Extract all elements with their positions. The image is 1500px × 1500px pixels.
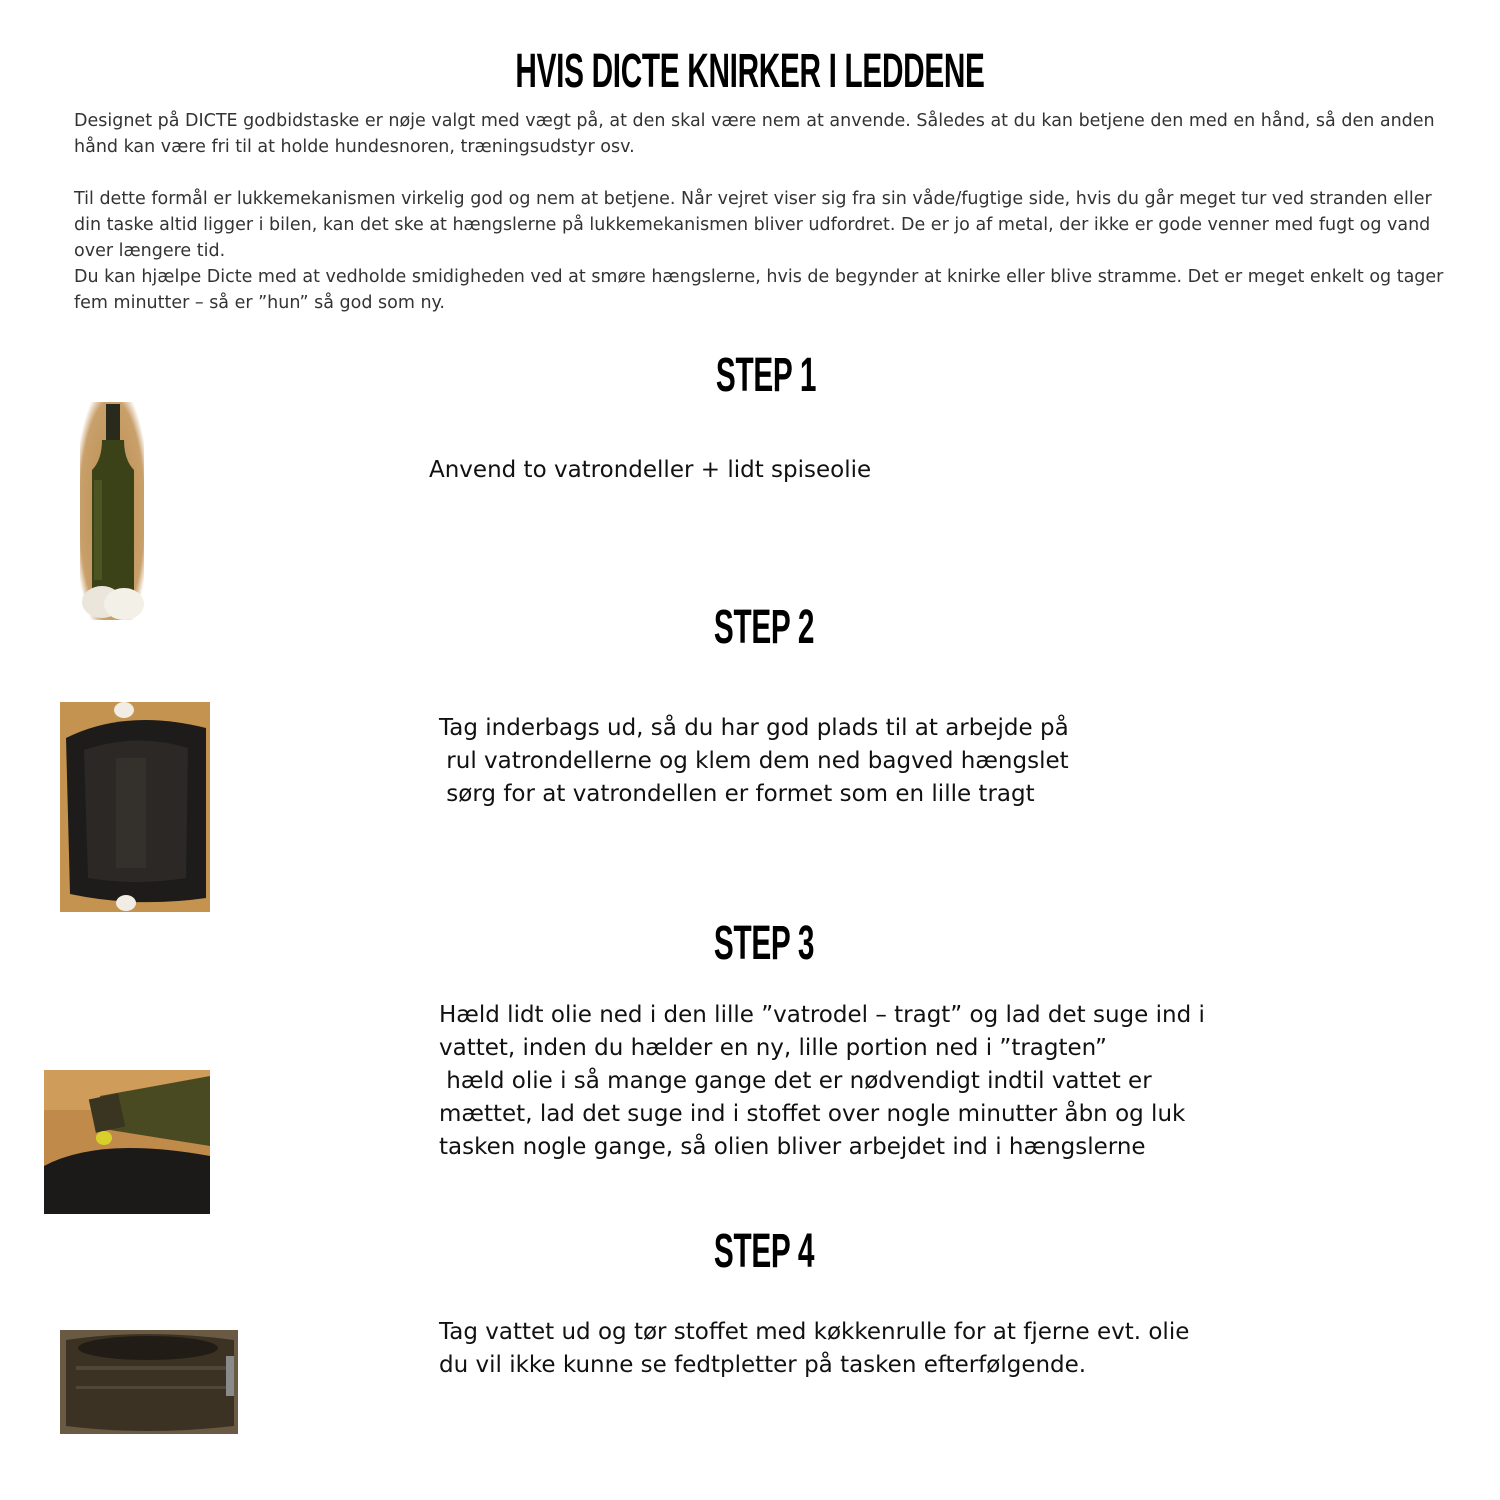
step-2-text-line-2: rul vatrondellerne og klem dem ned bagved hængslet <box>439 748 1069 774</box>
step-3-text-line-5: tasken nogle gange, så olien bliver arbejdet ind i hængslerne <box>439 1134 1146 1160</box>
step-1-heading: STEP 1 <box>715 349 817 402</box>
step-2-text-line-3: sørg for at vatrondellen er formet som en lille tragt <box>439 781 1035 807</box>
step-3-text-line-4: mættet, lad det suge ind i stoffet over nogle minutter åbn og luk <box>439 1101 1186 1127</box>
step-4-text-line-2: du vil ikke kunne se fedtpletter på tasken efterfølgende. <box>439 1352 1087 1378</box>
intro-paragraph-2: Til dette formål er lukkemekanismen virkelig god og nem at betjene. Når vejret viser sig fra sin våde/fugtige side, hvis du går meget tur ved stranden eller din taske altid ligger i bilen, kan det ske at hængslerne på lukkemekanismen bliver udfordret. De er jo af metal, der ikke er gode venner med fugt og vand over længere tid. <box>74 189 1432 261</box>
step-2-heading: STEP 2 <box>713 601 815 654</box>
oil-bottle-photo <box>76 400 148 625</box>
step-3-text-line-3: hæld olie i så mange gange det er nødvendigt indtil vattet er <box>439 1068 1152 1094</box>
open-bag-photo <box>56 698 214 916</box>
step-3-text-line-1: Hæld lidt olie ned i den lille ”vatrodel – tragt” og lad det suge ind i <box>439 1002 1205 1028</box>
step-4-heading: STEP 4 <box>713 1225 815 1278</box>
step-3-text-line-2: vattet, inden du hælder en ny, lille portion ned i ”tragten” <box>439 1035 1107 1061</box>
intro-paragraph-3: Du kan hjælpe Dicte med at vedholde smidigheden ved at smøre hængslerne, hvis de begynder at knirke eller blive stramme. Det er meget enkelt og tager fem minutter – så er ”hun” så god som ny. <box>74 267 1444 313</box>
step-2-text-line-1: Tag inderbags ud, så du har god plads til at arbejde på <box>439 715 1069 741</box>
bag-closeup-photo <box>56 1326 242 1438</box>
step-3-heading: STEP 3 <box>713 917 815 970</box>
step-1-text-line-1: Anvend to vatrondeller + lidt spiseolie <box>429 457 872 483</box>
pouring-oil-photo <box>40 1066 214 1218</box>
intro-paragraph-1: Designet på DICTE godbidstaske er nøje valgt med vægt på, at den skal være nem at anvende. Således at du kan betjene den med en hånd, så den anden hånd kan være fri til at holde hundesnoren, træningsudstyr osv. <box>74 111 1435 157</box>
page-title: HVIS DICTE KNIRKER I LEDDENE <box>515 45 985 98</box>
step-4-text-line-1: Tag vattet ud og tør stoffet med køkkenrulle for at fjerne evt. olie <box>439 1319 1190 1345</box>
